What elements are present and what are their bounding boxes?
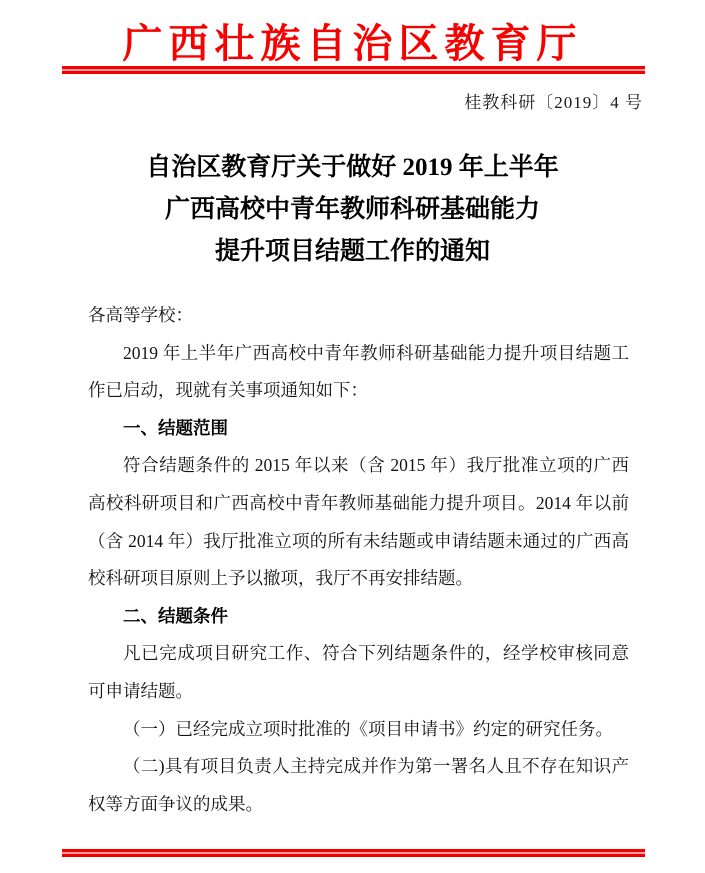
body-paragraph-intro: 2019 年上半年广西高校中青年教师科研基础能力提升项目结题工作已启动，现就有关事项通知如下： [88,342,629,401]
body-paragraph-conditions-intro: 凡已完成项目研究工作、符合下列结题条件的，经学校审核同意可申请结题。 [88,643,629,701]
document-title-line-1: 自治区教育厅关于做好 2019 年上半年 [146,154,559,181]
document-title [0,147,705,273]
body-paragraph-scope: 符合结题条件的 2015 年以来（含 2015 年）我厅批准立项的广西高校科研项目和广西高校中青年教师基础能力提升项目。2014 年以前（含 2014 年）我厅批准立项的所有未结题或申请结题未通过的广西高校科研项目原则上予以撤项，我厅不再安排结题。 [88,455,629,589]
body-paragraph-condition-2: （二)具有项目负责人主持完成并作为第一署名人且不存在知识产权等方面争议的成果。 [88,756,629,814]
agency-header-title: 广西壮族自治区教育厅 [122,21,583,66]
header-red-rule [62,66,645,74]
footer-red-rule [62,849,645,857]
section-heading-2: 二、结题条件 [123,605,228,626]
document-body [88,297,629,823]
document-number: 桂教科研〔2019〕4 号 [464,93,643,112]
document-title-line-3: 提升项目结题工作的通知 [214,238,490,265]
section-heading-1: 一、结题范围 [123,417,228,438]
salutation: 各高等学校： [88,305,193,325]
document-title-line-2: 广西高校中青年教师科研基础能力 [164,196,540,223]
body-paragraph-condition-1: （一）已经完成立项时批准的《项目申请书》约定的研究任务。 [123,718,613,739]
